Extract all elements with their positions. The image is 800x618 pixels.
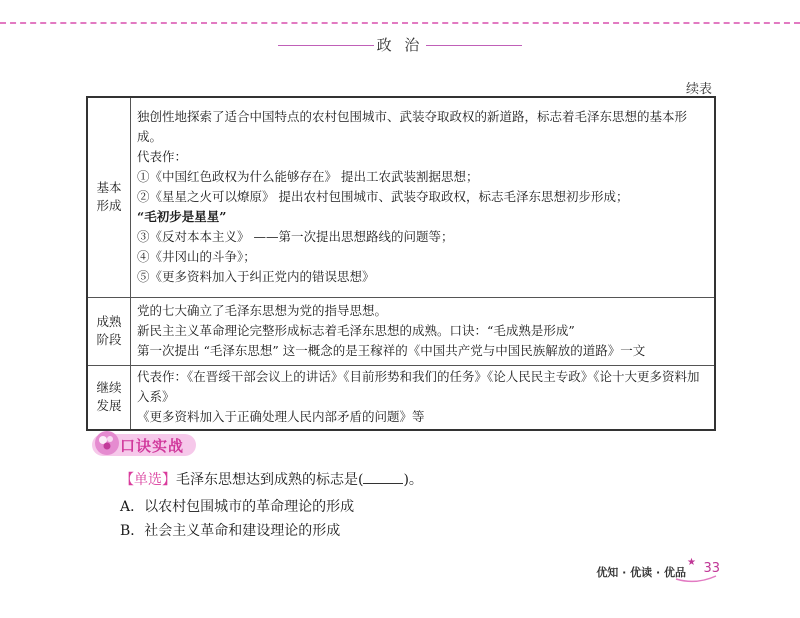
content-cell [131,297,716,365]
continued-label: 续表 [685,82,712,97]
stage-label: 继续 发展 [96,380,122,413]
content-line: “毛初步是星星” [137,208,227,224]
header-rule-left [278,45,374,46]
table-row [87,365,715,430]
stage-cell [87,365,131,430]
content-line: ①《中国红色政权为什么能够存在》 提出工农武装割据思想； [137,168,479,184]
flower-icon [94,430,120,456]
star-icon: ★ [687,557,696,568]
swoosh-icon [674,573,718,583]
stage-table [86,96,716,431]
table-row [87,97,715,297]
page-number: 33 [703,561,720,576]
content-line: 代表作： [137,148,188,164]
page-footer [560,557,720,583]
content-line: 第一次提出 “毛泽东思想” 这一概念的是王稼祥的《中国共产党与中国民族解放的道路》一文 [137,342,646,358]
stage-cell [87,97,131,297]
content-line: 新民主主义革命理论完整形成标志着毛泽东思想的成熟。口诀：“毛成熟是形成” [137,322,575,338]
content-line: ②《星星之火可以燎原》 提出农村包围城市、武装夺取政权，标志毛泽东思想初步形成； [137,188,629,204]
content-line: ⑤《更多资料加入于纠正党内的错误思想》 [137,268,375,284]
footer-slogan: 优知 · 优读 · 优品 [596,566,686,579]
section-heading [92,430,252,460]
header-rule-right [426,45,522,46]
top-dashed-border [0,22,800,24]
section-title: 口诀实战 [120,437,185,455]
question-stem [120,468,423,492]
content-line: 党的七大确立了毛泽东思想为党的指导思想。 [137,302,388,318]
content-line: ③《反对本本主义》 ——第一次提出思想路线的问题等； [137,228,454,244]
stage-label: 成熟 阶段 [96,314,122,347]
content-cell [131,97,716,297]
page-title: 政 治 [376,36,424,54]
answer-blank[interactable] [363,469,403,484]
content-cell [131,365,716,430]
table-row [87,297,715,365]
option-a[interactable]: A．以农村包围城市的革命理论的形成 [120,499,355,515]
content-line: ④《井冈山的斗争》； [137,248,256,264]
content-line: 独创性地探索了适合中国特点的农村包围城市、武装夺取政权的新道路，标志着毛泽东思想的基本形成。 [137,108,688,144]
content-line: 代表作：《在晋绥干部会议上的讲话》《目前形势和我们的任务》《论人民民主专政》《论十大更多资料加入系》 [137,368,700,404]
stage-label: 基本 形成 [96,180,122,214]
question-text-end: )。 [403,472,423,488]
question-text: 毛泽东思想达到成熟的标志是( [176,472,364,488]
question-type: 【单选】 [120,472,176,488]
page-header [0,34,800,58]
option-b[interactable]: B．社会主义革命和建设理论的形成 [120,523,341,539]
content-line: 《更多资料加入于正确处理人民内部矛盾的问题》等 [137,408,425,424]
stage-cell [87,297,131,365]
